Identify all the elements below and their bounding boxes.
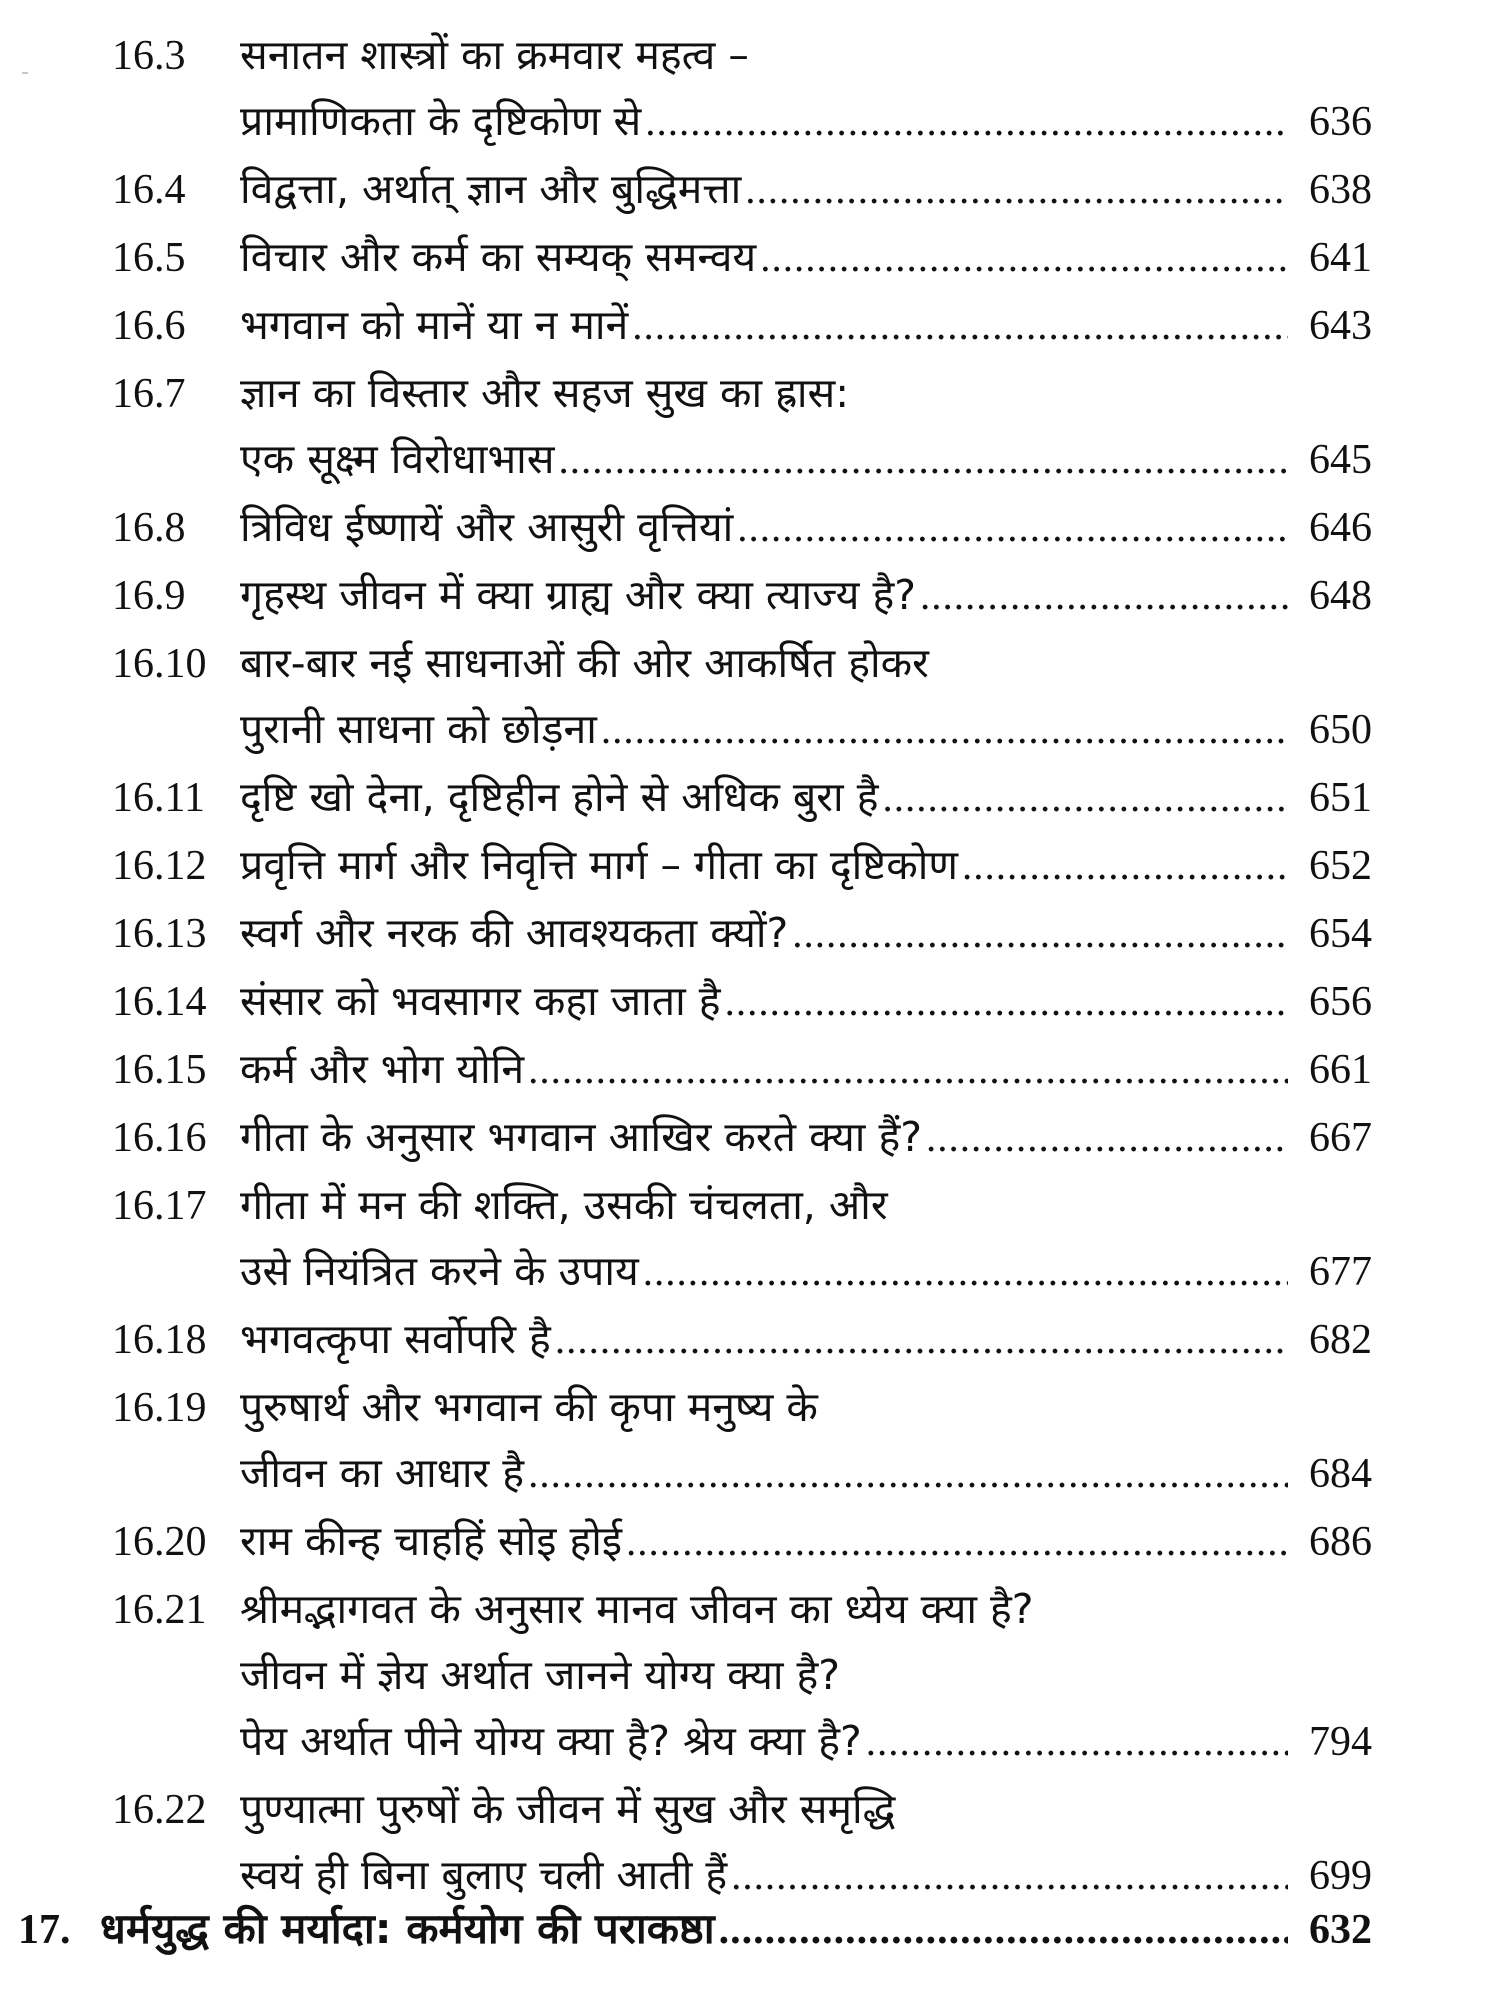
page-number: 684	[1309, 1451, 1372, 1497]
dot-leader	[962, 832, 1288, 898]
toc-entry[interactable]	[112, 764, 1372, 830]
toc-entry-line	[112, 1104, 1372, 1170]
toc-entry[interactable]	[112, 1576, 1372, 1774]
toc-entry[interactable]	[112, 832, 1372, 898]
toc-entry[interactable]	[112, 1776, 1372, 1908]
toc-entry[interactable]	[112, 968, 1372, 1034]
toc-entry[interactable]	[112, 1036, 1372, 1102]
page-number: 646	[1309, 505, 1372, 551]
toc-entry-line	[112, 1776, 1372, 1842]
section-title: प्रामाणिकता के दृष्टिकोण से	[240, 97, 642, 145]
chapter-page-number: 632	[1309, 1907, 1372, 1953]
page-number: 654	[1309, 911, 1372, 957]
page-number: 652	[1309, 843, 1372, 889]
section-number: 16.18	[112, 1317, 207, 1363]
toc-entry-line	[112, 360, 1372, 426]
page-number: 667	[1309, 1115, 1372, 1161]
dot-leader	[632, 292, 1288, 358]
toc-entry[interactable]	[112, 630, 1372, 762]
section-title: एक सूक्ष्म विरोधाभास	[240, 435, 555, 483]
section-number: 16.15	[112, 1047, 207, 1093]
dot-leader	[866, 1708, 1288, 1774]
section-title: भगवत्कृपा सर्वोपरि है	[240, 1315, 551, 1363]
section-number: 16.19	[112, 1385, 207, 1431]
toc-entry-line	[112, 1238, 1372, 1304]
section-number: 16.9	[112, 573, 186, 619]
chapter-line	[18, 1896, 1372, 1962]
toc-entry-line	[112, 494, 1372, 560]
section-number: 16.20	[112, 1519, 207, 1565]
dot-leader	[601, 696, 1288, 762]
page-number: 641	[1309, 235, 1372, 281]
toc-entry[interactable]	[112, 562, 1372, 628]
page-number: 636	[1309, 99, 1372, 145]
toc-entry[interactable]	[112, 1508, 1372, 1574]
toc-entry-line	[112, 1508, 1372, 1574]
section-number: 16.22	[112, 1787, 207, 1833]
section-number: 16.13	[112, 911, 207, 957]
page-number: 661	[1309, 1047, 1372, 1093]
section-number: 16.16	[112, 1115, 207, 1161]
section-title: जीवन में ज्ञेय अर्थात जानने योग्य क्या है?	[240, 1651, 841, 1699]
toc-entry-line	[112, 968, 1372, 1034]
section-title: सनातन शास्त्रों का क्रमवार महत्व –	[240, 31, 749, 79]
section-title: दृष्टि खो देना, दृष्टिहीन होने से अधिक बुरा है	[240, 773, 879, 821]
dot-leader	[926, 1104, 1288, 1170]
toc-entry-line	[112, 156, 1372, 222]
toc-entry[interactable]	[112, 900, 1372, 966]
section-title: पेय अर्थात पीने योग्य क्या है? श्रेय क्या है?	[240, 1717, 862, 1765]
page-number: 643	[1309, 303, 1372, 349]
toc-entry[interactable]	[112, 1374, 1372, 1506]
toc-entry-line	[112, 1576, 1372, 1642]
toc-entry-line	[112, 22, 1372, 88]
scan-mark	[22, 72, 28, 74]
section-title: जीवन का आधार है	[240, 1449, 525, 1497]
page-number: 645	[1309, 437, 1372, 483]
section-title: उसे नियंत्रित करने के उपाय	[240, 1247, 639, 1295]
toc-entry-line	[112, 1708, 1372, 1774]
dot-leader	[725, 968, 1288, 1034]
section-title: गीता के अनुसार भगवान आखिर करते क्या हैं?	[240, 1113, 922, 1161]
toc-entry-line	[112, 224, 1372, 290]
section-title: श्रीमद्भागवत के अनुसार मानव जीवन का ध्येय क्या है?	[240, 1585, 1034, 1633]
section-number: 16.8	[112, 505, 186, 551]
section-title: कर्म और भोग योनि	[240, 1045, 525, 1093]
page-number: 677	[1309, 1249, 1372, 1295]
dot-leader	[645, 88, 1288, 154]
section-title: ज्ञान का विस्तार और सहज सुख का ह्रास:	[240, 369, 850, 417]
dot-leader	[528, 1440, 1288, 1506]
table-of-contents	[112, 22, 1372, 1910]
chapter-entry[interactable]	[18, 1896, 1372, 1962]
toc-entry[interactable]	[112, 494, 1372, 560]
section-number: 16.5	[112, 235, 186, 281]
toc-entry-line	[112, 764, 1372, 830]
page-number: 656	[1309, 979, 1372, 1025]
toc-entry-line	[112, 1306, 1372, 1372]
dot-leader	[737, 494, 1288, 560]
section-number: 16.21	[112, 1587, 207, 1633]
section-title: विद्वत्ता, अर्थात् ज्ञान और बुद्धिमत्ता	[240, 165, 742, 213]
dot-leader	[626, 1508, 1288, 1574]
section-title: राम कीन्ह चाहहिं सोइ होई	[240, 1517, 622, 1565]
dot-leader	[555, 1306, 1288, 1372]
section-number: 16.14	[112, 979, 207, 1025]
toc-entry-line	[112, 292, 1372, 358]
toc-entry-line	[112, 1036, 1372, 1102]
toc-entry[interactable]	[112, 1172, 1372, 1304]
toc-entry[interactable]	[112, 292, 1372, 358]
section-title: भगवान को मानें या न मानें	[240, 301, 629, 349]
section-number: 16.12	[112, 843, 207, 889]
section-title: बार-बार नई साधनाओं की ओर आकर्षित होकर	[240, 639, 929, 687]
chapter-number: 17.	[18, 1907, 71, 1953]
section-number: 16.11	[112, 775, 205, 821]
section-title: विचार और कर्म का सम्यक् समन्वय	[240, 233, 757, 281]
dot-leader	[760, 224, 1288, 290]
page-number: 699	[1309, 1853, 1372, 1899]
section-number: 16.6	[112, 303, 186, 349]
toc-entry[interactable]	[112, 156, 1372, 222]
section-title: पुण्यात्मा पुरुषों के जीवन में सुख और समृद्धि	[240, 1785, 896, 1833]
page-number: 651	[1309, 775, 1372, 821]
section-title: पुरानी साधना को छोड़ना	[240, 705, 597, 753]
toc-entry-line	[112, 1374, 1372, 1440]
chapter-title: धर्मयुद्ध की मर्यादा: कर्मयोग की पराकष्ठा	[100, 1904, 715, 1953]
dot-leader	[883, 764, 1289, 830]
dot-leader	[745, 156, 1288, 222]
section-number: 16.7	[112, 371, 186, 417]
toc-entry-line	[112, 1172, 1372, 1238]
toc-entry[interactable]	[112, 1306, 1372, 1372]
dot-leader	[792, 900, 1288, 966]
toc-entry-line	[112, 630, 1372, 696]
section-title: स्वयं ही बिना बुलाए चली आती हैं	[240, 1851, 728, 1899]
toc-entry[interactable]	[112, 224, 1372, 290]
toc-entry[interactable]	[112, 360, 1372, 492]
section-title: त्रिविध ईष्णायें और आसुरी वृत्तियां	[240, 503, 734, 551]
toc-entry-line	[112, 696, 1372, 762]
toc-entry-line	[112, 1440, 1372, 1506]
page-number: 638	[1309, 167, 1372, 213]
dot-leader	[528, 1036, 1288, 1102]
section-title: स्वर्ग और नरक की आवश्यकता क्यों?	[240, 909, 789, 957]
page-number: 648	[1309, 573, 1372, 619]
section-number: 16.4	[112, 167, 186, 213]
dot-leader	[920, 562, 1288, 628]
toc-entry[interactable]	[112, 1104, 1372, 1170]
dot-leader	[643, 1238, 1288, 1304]
page-number: 794	[1309, 1719, 1372, 1765]
section-title: गृहस्थ जीवन में क्या ग्राह्य और क्या त्याज्य है?	[240, 571, 916, 619]
section-number: 16.10	[112, 641, 207, 687]
page-number: 686	[1309, 1519, 1372, 1565]
section-title: संसार को भवसागर कहा जाता है	[240, 977, 721, 1025]
section-number: 16.3	[112, 33, 186, 79]
page-number: 682	[1309, 1317, 1372, 1363]
dot-leader	[559, 426, 1289, 492]
toc-entry-line	[112, 88, 1372, 154]
section-title: पुरुषार्थ और भगवान की कृपा मनुष्य के	[240, 1383, 818, 1431]
section-title: गीता में मन की शक्ति, उसकी चंचलता, और	[240, 1181, 888, 1229]
dot-leader	[719, 1897, 1288, 1963]
toc-entry-line	[112, 832, 1372, 898]
toc-entry-line	[112, 1642, 1372, 1708]
section-title: प्रवृत्ति मार्ग और निवृत्ति मार्ग – गीता का दृष्टिकोण	[240, 841, 958, 889]
toc-entry-line	[112, 426, 1372, 492]
toc-entry-line	[112, 900, 1372, 966]
page-number: 650	[1309, 707, 1372, 753]
toc-entry-line	[112, 562, 1372, 628]
toc-entry[interactable]	[112, 22, 1372, 154]
section-number: 16.17	[112, 1183, 207, 1229]
